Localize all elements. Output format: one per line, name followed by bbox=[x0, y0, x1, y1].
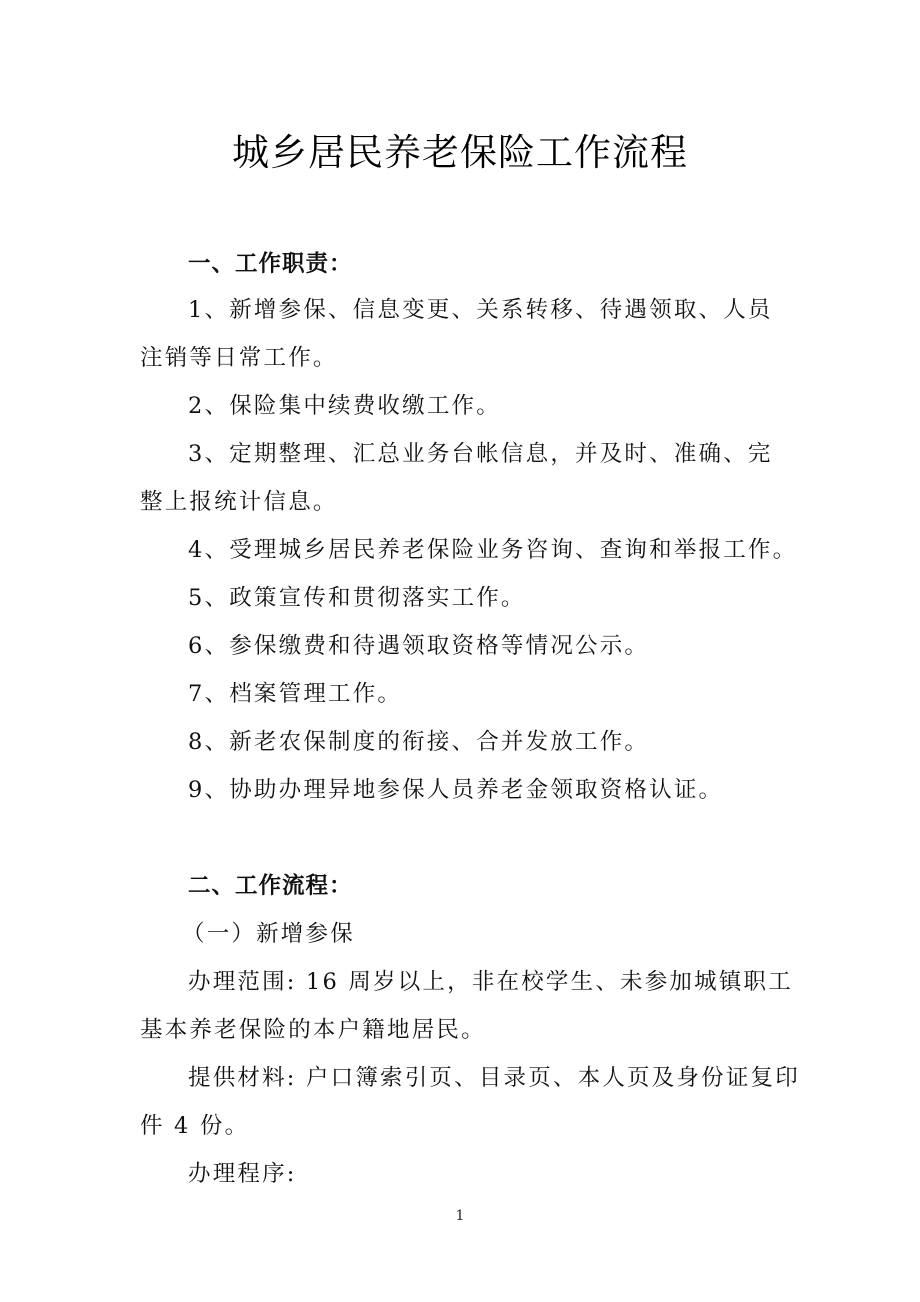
duty-item-5: 5、政策宣传和贯彻落实工作。 bbox=[188, 585, 526, 611]
procedure-label: 办理程序: bbox=[188, 1161, 297, 1187]
duty-item-4: 4、受理城乡居民养老保险业务咨询、查询和举报工作。 bbox=[188, 537, 798, 563]
duty-item-7: 7、档案管理工作。 bbox=[188, 681, 403, 707]
section-heading-workflow: 二、工作流程： bbox=[188, 873, 353, 899]
duty-item-2: 2、保险集中续费收缴工作。 bbox=[188, 393, 501, 419]
document-title: 城乡居民养老保险工作流程 bbox=[232, 131, 688, 174]
section-heading-duties: 一、工作职责： bbox=[188, 251, 353, 277]
scope-line1: 办理范围: 16 周岁以上，非在校学生、未参加城镇职工 bbox=[188, 969, 793, 995]
materials-line1: 提供材料: 户口簿索引页、目录页、本人页及身份证复印 bbox=[188, 1065, 800, 1091]
page-number: 1 bbox=[455, 1208, 465, 1224]
materials-line2: 件 4 份。 bbox=[140, 1113, 250, 1139]
duty-item-3-line1: 3、定期整理、汇总业务台帐信息，并及时、准确、完 bbox=[188, 441, 773, 467]
duty-item-6: 6、参保缴费和待遇领取资格等情况公示。 bbox=[188, 633, 650, 659]
subsection-heading-new-enrollment: （一）新增参保 bbox=[182, 921, 355, 947]
duty-item-1-line1: 1、新增参保、信息变更、关系转移、待遇领取、人员 bbox=[188, 297, 773, 323]
duty-item-1-line2: 注销等日常工作。 bbox=[140, 345, 338, 371]
scope-line2: 基本养老保险的本户籍地居民。 bbox=[140, 1017, 486, 1043]
duty-item-8: 8、新老农保制度的衔接、合并发放工作。 bbox=[188, 729, 650, 755]
duty-item-3-line2: 整上报统计信息。 bbox=[140, 489, 338, 515]
duty-item-9: 9、协助办理异地参保人员养老金领取资格认证。 bbox=[188, 777, 724, 803]
